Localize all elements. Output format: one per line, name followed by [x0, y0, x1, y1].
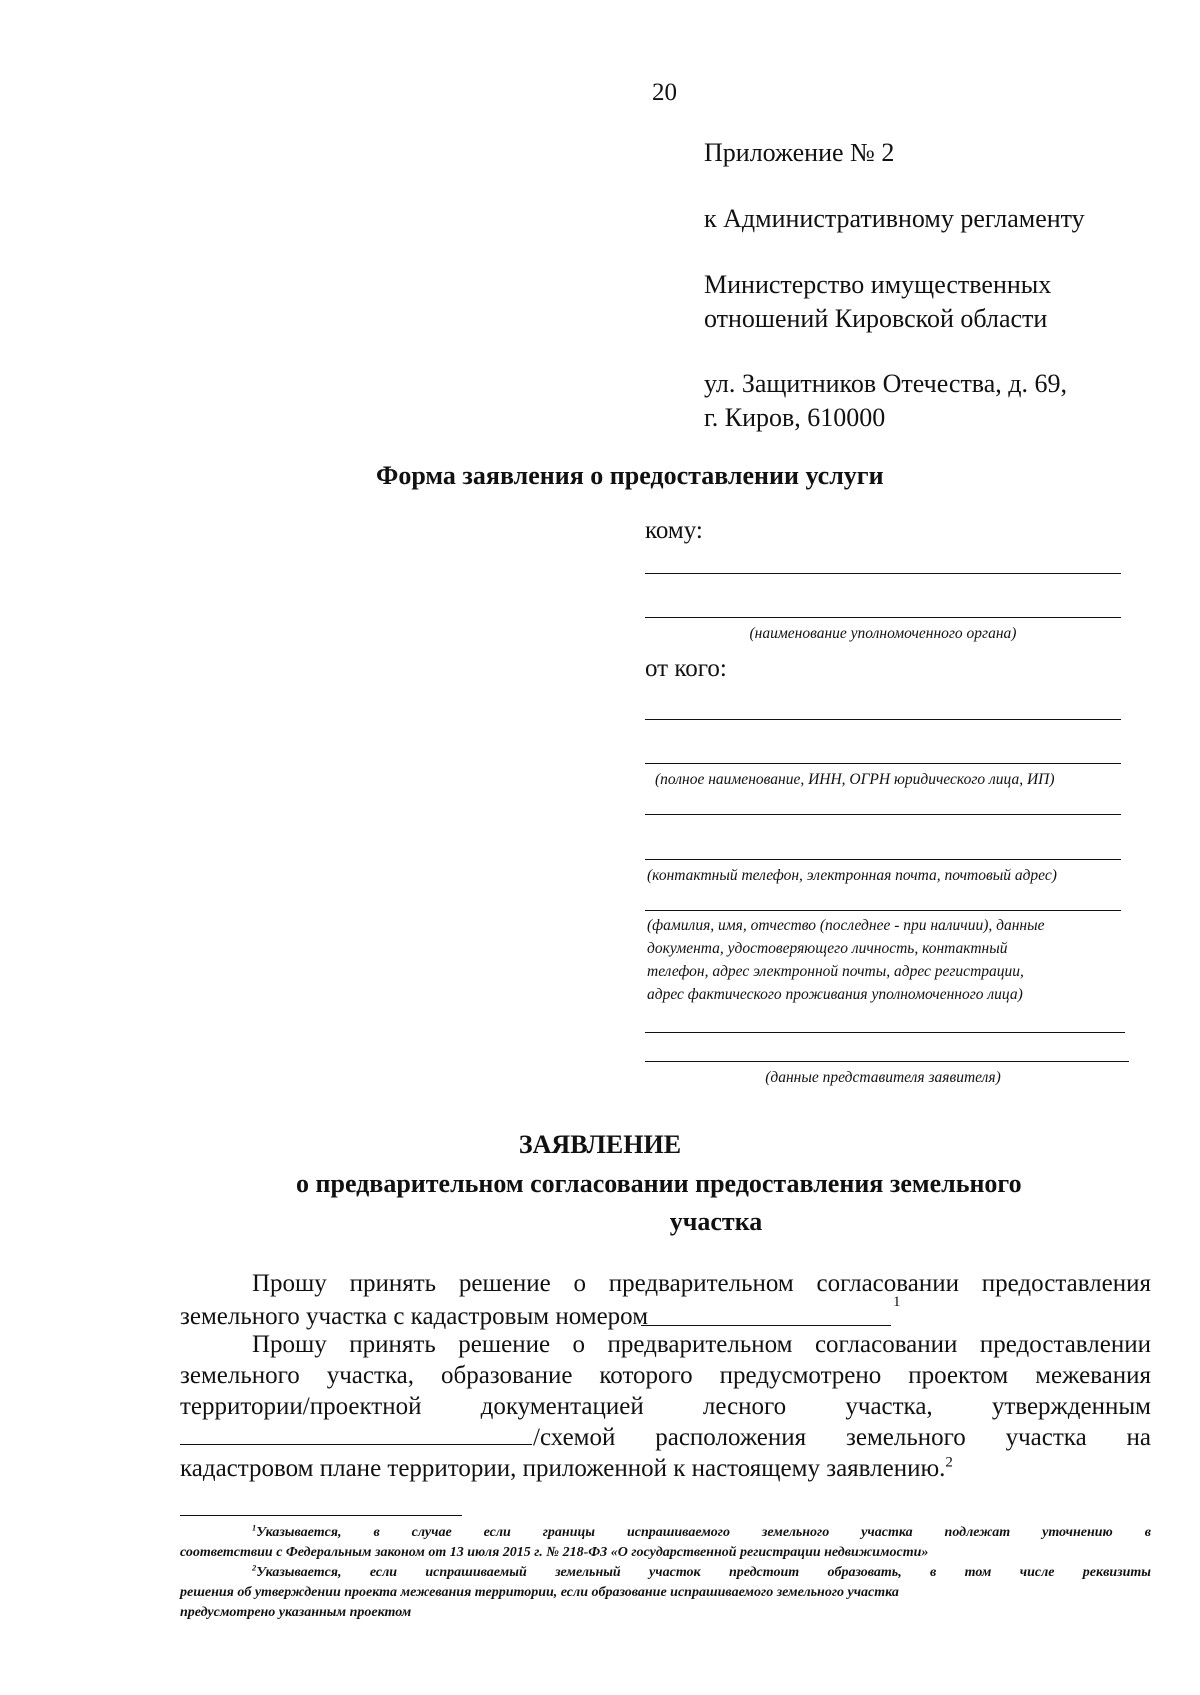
address-line-1: ул. Защитников Отечества, д. 69,	[704, 369, 1068, 398]
p1-line-2-text: земельного участка с кадастровым номером	[180, 1303, 649, 1330]
ministry-line-1: Министерство имущественных	[704, 270, 1052, 299]
p2-line-2: земельного участка, образование которого предусмотрено проектом межевания	[180, 1362, 1151, 1389]
representative-line-2[interactable]	[645, 1061, 1129, 1062]
to-label: кому:	[645, 517, 703, 544]
approved-by-line[interactable]	[180, 1444, 532, 1445]
p2-line-4: /схемой расположения земельного участка на	[533, 1424, 1151, 1451]
footnote-separator	[180, 1515, 462, 1516]
from-line-2[interactable]	[645, 763, 1121, 764]
statement-subtitle-2: участка	[669, 1207, 763, 1236]
to-caption: (наименование уполномоченного органа)	[749, 625, 1017, 642]
from-line-3[interactable]	[645, 814, 1121, 815]
p2-line-3: территории/проектной документацией лесного участка, утвержденным	[180, 1393, 1151, 1420]
from-label: от кого:	[645, 655, 727, 682]
page-number: 20	[652, 79, 677, 106]
p1-line-2	[180, 1302, 648, 1331]
footnote-1-mark: 1	[252, 1523, 257, 1533]
footnote-2-text-1: Указывается, если испрашиваемый земельный участок предстоит образовать, в том числе реквизиты	[256, 1565, 1151, 1580]
footnote-1-line-2: соответствии с Федеральным законом от 13 июля 2015 г. № 218-ФЗ «О государственной регистрации недвижимости»	[180, 1545, 929, 1560]
from-line-5[interactable]	[645, 910, 1121, 911]
person-caption-1: (фамилия, имя, отчество (последнее - при наличии), данные	[647, 917, 1045, 934]
footnote-2-line-3: предусмотрено указанным проектом	[180, 1605, 412, 1620]
appendix-to: к Административному регламенту	[704, 204, 1085, 233]
person-caption-2: документа, удостоверяющего личность, контактный	[647, 940, 1008, 957]
address-line-2: г. Киров, 610000	[704, 403, 886, 432]
p2-line-5-text: кадастровом плане территории, приложенной к настоящему заявлению.	[180, 1455, 946, 1482]
from-line-1[interactable]	[645, 719, 1121, 720]
p2-line-1: Прошу принять решение о предварительном согласовании предоставлении	[252, 1331, 1151, 1358]
to-line-1[interactable]	[645, 573, 1121, 574]
representative-caption: (данные представителя заявителя)	[765, 1069, 1001, 1086]
form-title: Форма заявления о предоставлении услуги	[376, 461, 884, 490]
footnote-1-line-1	[252, 1523, 1151, 1543]
contact-caption: (контактный телефон, электронная почта, почтовый адрес)	[647, 867, 1057, 884]
person-caption-4: адрес фактического проживания уполномоченного лица)	[647, 986, 1023, 1003]
org-caption: (полное наименование, ИНН, ОГРН юридического лица, ИП)	[655, 771, 1055, 788]
from-line-4[interactable]	[645, 859, 1121, 860]
footnote-2-line-2: решения об утверждении проекта межевания территории, если образование испрашиваемого земельного участка	[180, 1585, 899, 1600]
cadastral-number-line[interactable]	[641, 1325, 891, 1326]
to-line-2[interactable]	[645, 617, 1121, 618]
person-caption-3: телефон, адрес электронной почты, адрес регистрации,	[647, 963, 1024, 980]
appendix-title: Приложение № 2	[704, 138, 895, 167]
footnote-2-mark: 2	[252, 1563, 257, 1573]
p2-line-5	[180, 1454, 953, 1483]
footnote-1-text-1: Указывается, в случае если границы испрашиваемого земельного участка подлежат уточнению в	[256, 1525, 1151, 1540]
representative-line-1[interactable]	[645, 1032, 1125, 1033]
statement-subtitle-1: о предварительном согласовании предоставления земельного	[296, 1169, 1022, 1198]
ministry-line-2: отношений Кировской области	[704, 304, 1048, 333]
p1-line-1: Прошу принять решение о предварительном согласовании предоставления	[252, 1270, 1151, 1297]
footnote-2-line-1	[252, 1563, 1151, 1583]
footnote-ref-2: 2	[945, 1454, 953, 1471]
footnote-ref-1: 1	[893, 1294, 901, 1310]
statement-title: ЗАЯВЛЕНИЕ	[518, 1130, 682, 1159]
